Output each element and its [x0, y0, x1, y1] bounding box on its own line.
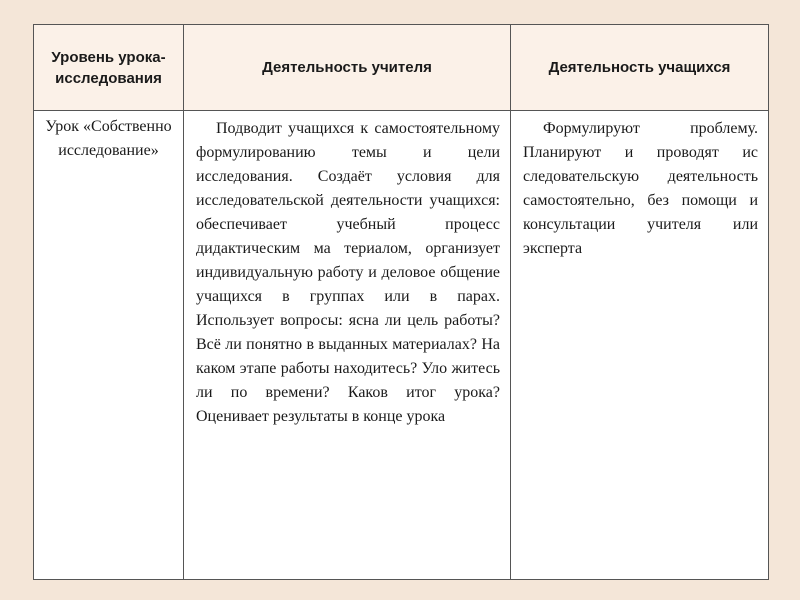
lesson-level-text: Урок «Собственно исследование»	[45, 118, 172, 159]
header-teacher-activity: Деятельность учителя	[184, 25, 511, 111]
header-student-activity: Деятельность учащихся	[511, 25, 769, 111]
teacher-activity-text: Подводит учащихся к самостоятельному формулированию темы и цели исследования. Создаёт условия для исследовательской деятельности учащихся: обеспечивает учебный процесс дидактическим ма териалом, организует индивидуальную работу и деловое общение учащихся в группах или в парах. Использует вопросы: ясна ли цель работы? Всё ли понятно в выданных материалах? На каком этапе работы находитесь? Уло житесь ли по времени? Каков итог урока? Оценивает результаты в конце урока	[196, 120, 500, 425]
header-row	[34, 25, 769, 111]
cell-teacher-activity	[184, 111, 511, 580]
header-lesson-level: Уровень урока-исследования	[34, 25, 184, 111]
cell-student-activity	[511, 111, 769, 580]
cell-lesson-level	[34, 111, 184, 580]
student-activity-text: Формулируют проблему. Планируют и проводят ис следовательскую деятельность самостоятельно, без помощи и консультации учителя или эксперта	[523, 120, 758, 257]
table-row	[34, 111, 769, 580]
lesson-table	[33, 24, 769, 580]
